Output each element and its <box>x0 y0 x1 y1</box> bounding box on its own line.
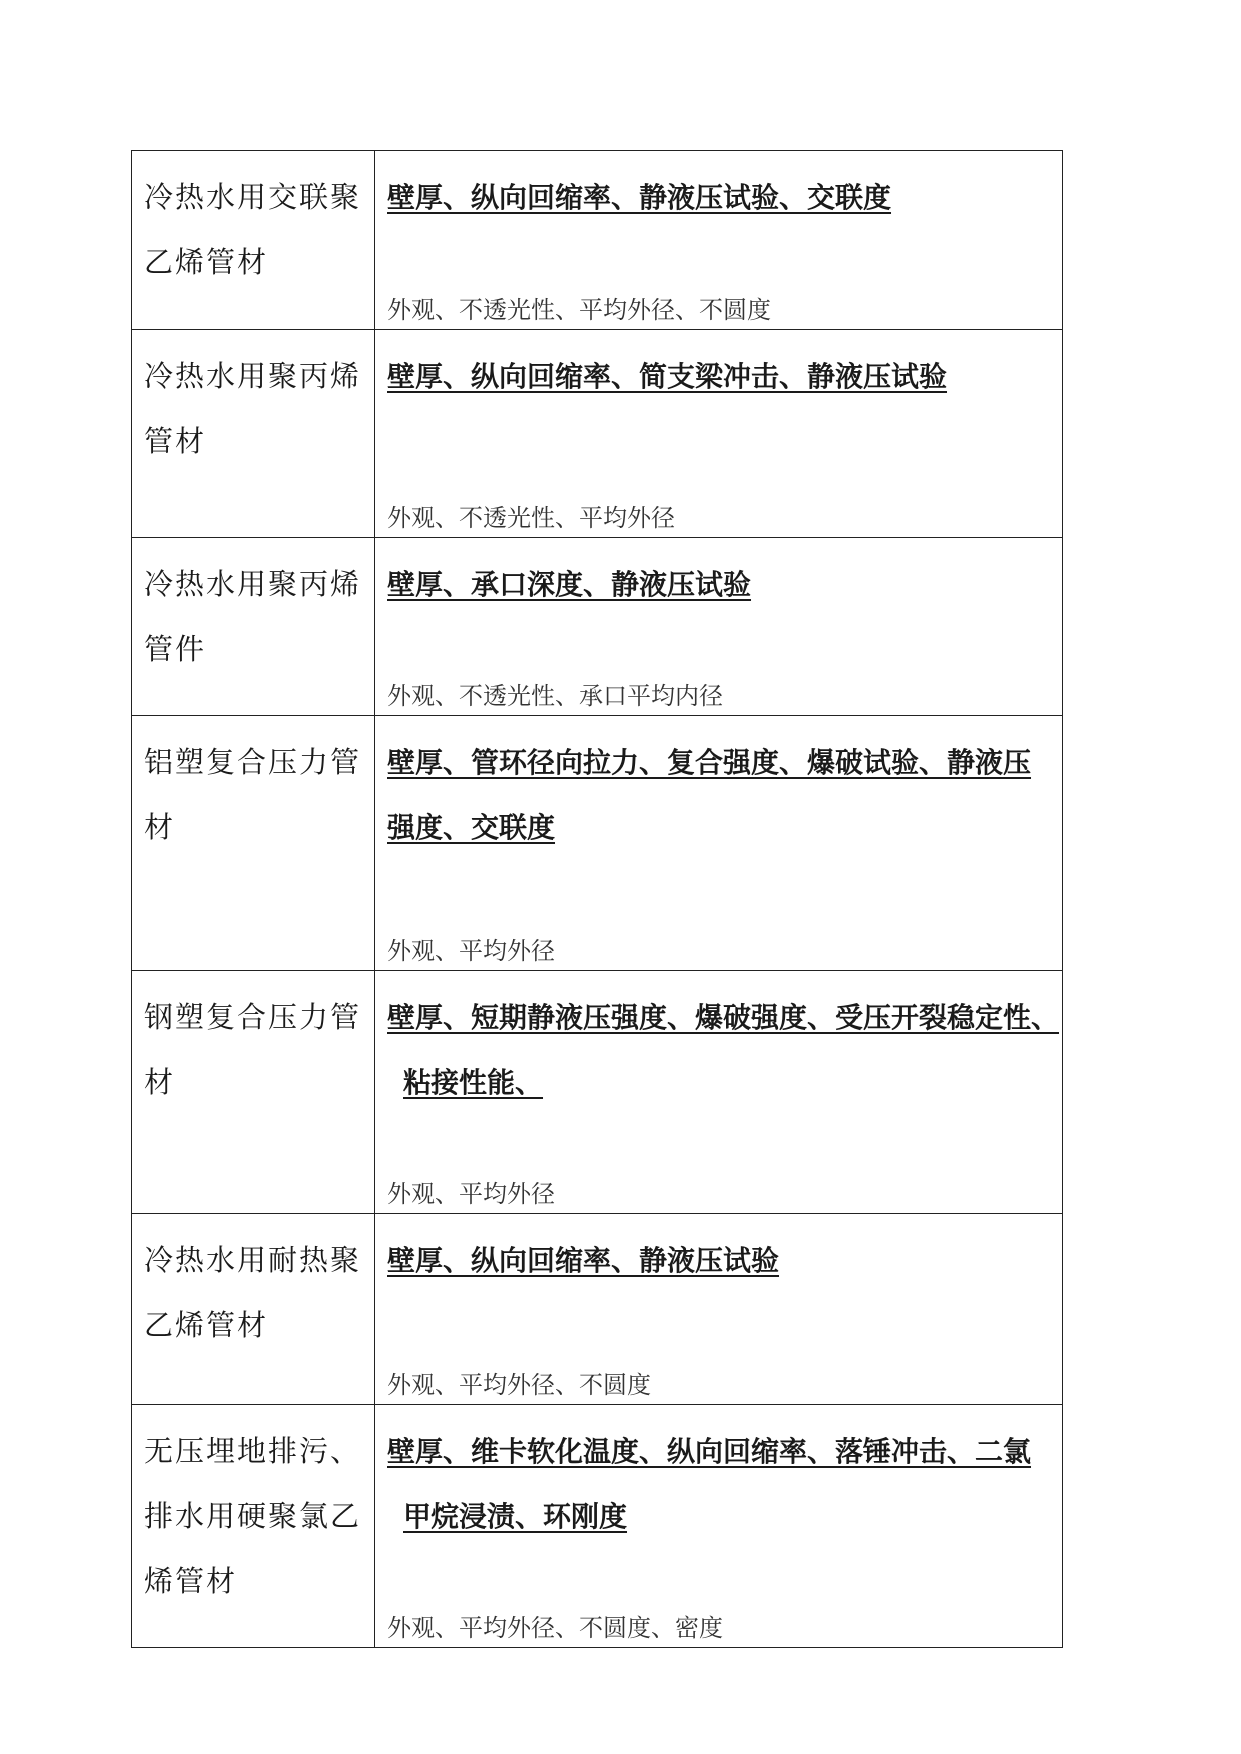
inspection-items-cell <box>375 538 1063 716</box>
key-inspection-items <box>387 985 1062 1115</box>
table-row <box>132 151 1063 330</box>
table-row <box>132 1405 1063 1648</box>
key-items-line-1: 壁厚、管环径向拉力、复合强度、爆破试验、静液压 <box>387 746 1032 779</box>
key-inspection-items <box>387 1419 1062 1549</box>
product-name: 冷热水用耐热聚乙烯管材 <box>144 1243 362 1342</box>
key-inspection-items: 壁厚、纵向回缩率、静液压试验、交联度 <box>387 181 892 214</box>
basic-inspection-items: 外观、平均外径 <box>387 937 555 965</box>
product-name: 冷热水用聚丙烯管材 <box>144 359 362 458</box>
inspection-items-cell <box>375 971 1063 1214</box>
table-row <box>132 716 1063 971</box>
basic-inspection-items: 外观、不透光性、承口平均内径 <box>387 682 723 710</box>
basic-inspection-items: 外观、平均外径、不圆度 <box>387 1371 651 1399</box>
product-name-cell <box>132 330 375 538</box>
product-name-cell <box>132 538 375 716</box>
key-inspection-items <box>387 730 1062 860</box>
key-inspection-items: 壁厚、纵向回缩率、静液压试验 <box>387 1244 780 1277</box>
product-name-cell <box>132 1214 375 1405</box>
table-row <box>132 538 1063 716</box>
inspection-items-cell <box>375 151 1063 330</box>
inspection-items-table <box>131 150 1063 1648</box>
basic-inspection-items: 外观、不透光性、平均外径、不圆度 <box>387 296 771 324</box>
inspection-items-cell <box>375 716 1063 971</box>
product-name: 铝塑复合压力管材 <box>144 745 362 844</box>
inspection-items-cell <box>375 330 1063 538</box>
basic-inspection-items: 外观、不透光性、平均外径 <box>387 504 675 532</box>
key-items-line-2: 甲烷浸渍、环刚度 <box>403 1500 628 1533</box>
product-name-cell <box>132 151 375 330</box>
product-name-cell <box>132 716 375 971</box>
product-name: 冷热水用交联聚乙烯管材 <box>144 180 362 279</box>
basic-inspection-items: 外观、平均外径 <box>387 1180 555 1208</box>
key-inspection-items: 壁厚、纵向回缩率、简支梁冲击、静液压试验 <box>387 360 948 393</box>
product-name-cell <box>132 971 375 1214</box>
basic-inspection-items: 外观、平均外径、不圆度、密度 <box>387 1614 723 1642</box>
product-name: 钢塑复合压力管材 <box>144 1000 362 1099</box>
key-items-line-2: 强度、交联度 <box>387 811 556 844</box>
product-name: 冷热水用聚丙烯管件 <box>144 567 362 666</box>
key-items-line-1: 壁厚、维卡软化温度、纵向回缩率、落锤冲击、二氯 <box>387 1435 1032 1468</box>
inspection-items-cell <box>375 1405 1063 1648</box>
product-name: 无压埋地排污、排水用硬聚氯乙烯管材 <box>144 1434 362 1598</box>
table-row <box>132 1214 1063 1405</box>
key-items-line-1: 壁厚、短期静液压强度、爆破强度、受压开裂稳定性、 <box>387 1001 1060 1034</box>
inspection-items-cell <box>375 1214 1063 1405</box>
product-name-cell <box>132 1405 375 1648</box>
table-row <box>132 971 1063 1214</box>
key-items-line-2: 粘接性能、 <box>403 1066 544 1099</box>
table-row <box>132 330 1063 538</box>
key-inspection-items: 壁厚、承口深度、静液压试验 <box>387 568 752 601</box>
